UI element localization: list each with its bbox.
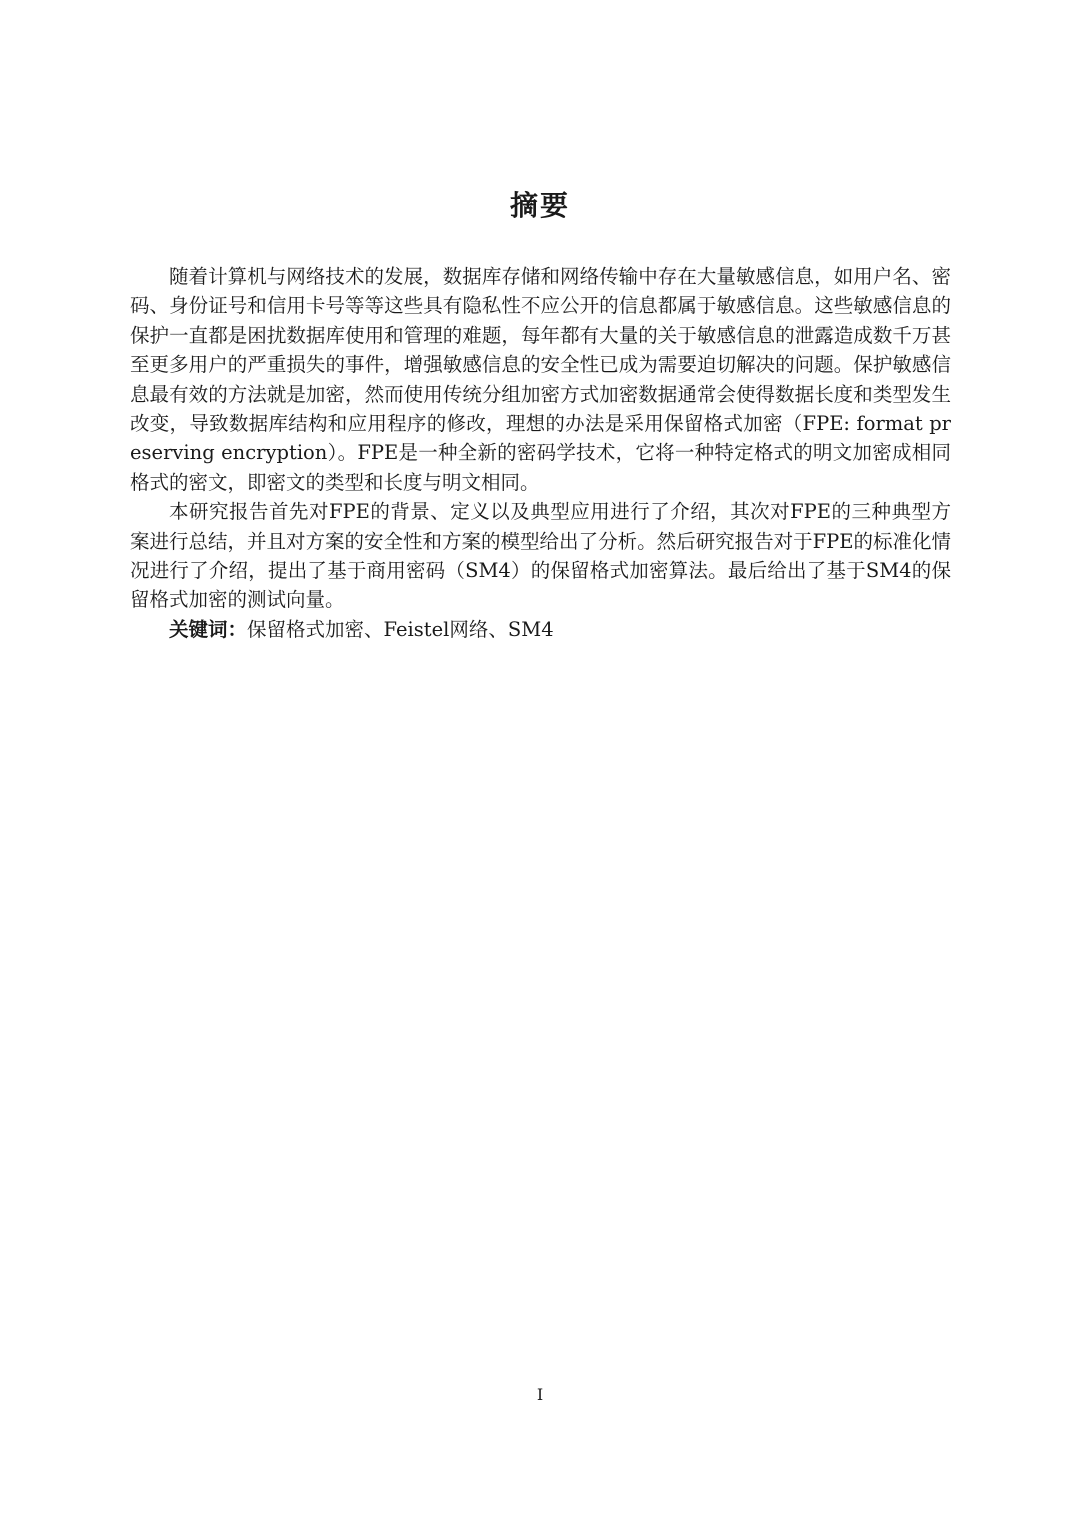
keywords-text: 保留格式加密、Feistel网络、SM4 <box>247 617 554 641</box>
keywords-line <box>130 615 951 644</box>
page-number: I <box>536 1385 544 1404</box>
abstract-body <box>130 262 951 644</box>
abstract-paragraph-1: 随着计算机与网络技术的发展，数据库存储和网络传输中存在大量敏感信息，如用户名、密码、身份证号和信用卡号等等这些具有隐私性不应公开的信息都属于敏感信息。这些敏感信息的保护一直都是困扰数据库使用和管理的难题，每年都有大量的关于敏感信息的泄露造成数千万甚至更多用户的严重损失的事件，增强敏感信息的安全性已成为需要迫切解决的问题。保护敏感信息最有效的方法就是加密，然而使用传统分组加密方式加密数据通常会使得数据长度和类型发生改变，导致数据库结构和应用程序的修改，理想的办法是采用保留格式加密（FPE: format preserving encryption）。FPE是一种全新的密码学技术，它将一种特定格式的明文加密成相同格式的密文，即密文的类型和长度与明文相同。 <box>130 265 951 494</box>
keywords-label: 关键词： <box>169 617 248 641</box>
abstract-paragraph-2: 本研究报告首先对FPE的背景、定义以及典型应用进行了介绍，其次对FPE的三种典型方案进行总结，并且对方案的安全性和方案的模型给出了分析。然后研究报告对于FPE的标准化情况进行了介绍，提出了基于商用密码（SM4）的保留格式加密算法。最后给出了基于SM4的保留格式加密的测试向量。 <box>130 500 951 612</box>
abstract-title: 摘要 <box>509 189 570 222</box>
